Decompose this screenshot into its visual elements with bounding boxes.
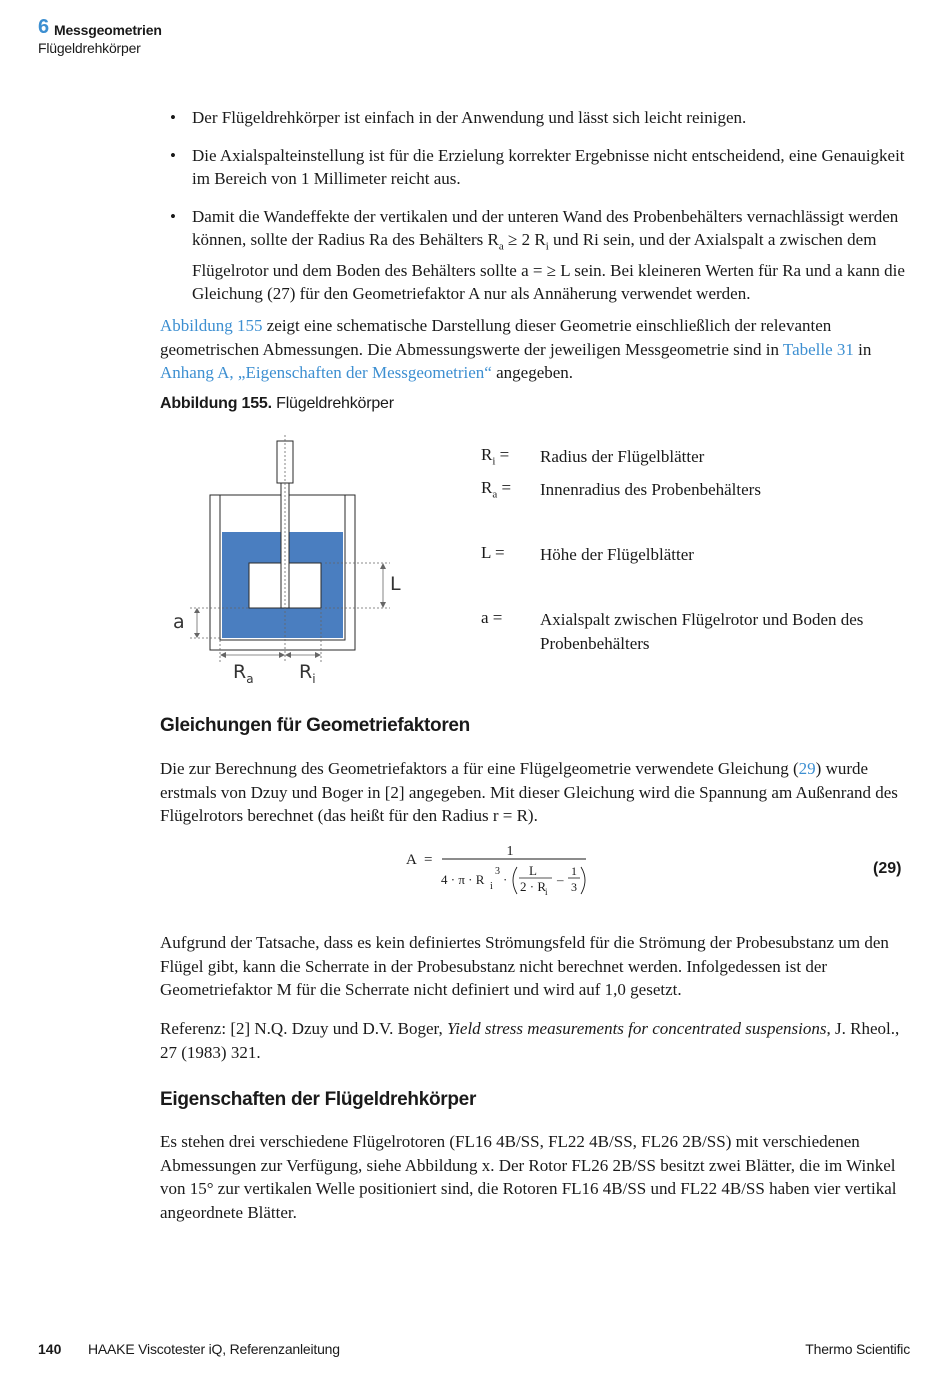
shear-rate-paragraph: Aufgrund der Tatsache, dass es kein definiertes Strömungsfeld für die Strömung der Probesubstanz um den Flügel gibt, kann die Scherrate in der Probesubstanz nicht berechnet werden. Infolgedessen ist der Geometriefaktor M für die Scherrate nicht definiert und wird auf 1,0 gesetzt.	[160, 933, 889, 999]
rotor-shaft	[281, 483, 289, 608]
label-sub: a	[246, 672, 254, 686]
legend-description: Höhe der Flügelblätter	[540, 545, 694, 564]
bullet-text: und Ri sein, und der Axialspalt a zwischen dem Flügelrotor und dem Boden des Behälters sollte a = ≥ L sein. Bei kleineren Werten für Ra und a kann die Gleichung (27) für den Geometriefaktor A nur als Annäherung verwendet werden.	[192, 230, 905, 304]
intro-paragraph	[160, 314, 912, 385]
eq-inner-den: 2 · R	[520, 879, 546, 894]
eq-equals: =	[424, 852, 433, 868]
eq-paren-left	[513, 867, 517, 894]
paragraph-text: Die zur Berechnung des Geometriefaktors a für eine Flügelgeometrie verwendete Gleichung (	[160, 759, 799, 778]
feature-bullets	[170, 106, 910, 320]
sym-eq: =	[497, 478, 512, 497]
section-heading: Eigenschaften der Flügeldrehkörper	[160, 1089, 477, 1110]
legend-symbol	[481, 608, 531, 628]
label-L: L	[390, 573, 401, 595]
reference-title: Yield stress measurements for concentrated suspensions	[447, 1019, 827, 1038]
vane-properties-paragraph: Es stehen drei verschiedene Flügelrotoren (FL16 4B/SS, FL22 4B/SS, FL26 2B/SS) mit verschiedenen Abmessungen zur Verfügung, siehe Abbildung x. Der Rotor FL26 2B/SS besitzt zwei Blätter, die im Winkel von 15° zur vertikalen Welle positioniert sind, die Rotoren FL16 4B/SS und FL22 4B/SS haben vier vertikal angeordnete Blätter.	[160, 1132, 897, 1222]
equation-29	[400, 840, 600, 900]
arrow-head	[194, 633, 200, 638]
sym-main: L	[481, 543, 491, 562]
eq-den-sup: 3	[495, 866, 500, 877]
label-R: R	[233, 661, 247, 683]
sym-main: R	[481, 445, 493, 464]
eq-third-num: 1	[571, 864, 577, 878]
sym-main: R	[481, 478, 493, 497]
eq-den-sub: i	[490, 881, 493, 892]
sym-sub: i	[492, 455, 496, 468]
arrow-head	[279, 652, 285, 658]
label-a: a	[173, 611, 185, 633]
eq-minus: –	[557, 872, 564, 887]
paragraph-text: , J. Rheol., 27 (1983) 321.	[160, 1019, 900, 1062]
eq-lhs: A	[406, 852, 417, 868]
label-sub: i	[312, 672, 316, 686]
section-subtitle: Flügeldrehkörper	[38, 40, 141, 56]
paragraph-text: Referenz: [2] N.Q. Dzuy und D.V. Boger,	[160, 1019, 447, 1038]
figure-caption	[160, 395, 394, 413]
legend-symbol	[481, 478, 531, 500]
footer-brand: Thermo Scientific	[805, 1341, 910, 1357]
sym-sub: a	[492, 488, 498, 501]
legend-description: Innenradius des Probenbehälters	[540, 480, 761, 499]
sym-eq: =	[490, 543, 505, 562]
page-number: 140	[38, 1341, 62, 1357]
paragraph-text: zeigt eine schematische Darstellung dieser Geometrie einschließlich der relevanten geometrischen Abmessungen. Die Abmessungswerte der jeweiligen Messgeometrie sind in	[160, 316, 832, 359]
caption-text: Flügeldrehkörper	[276, 395, 394, 412]
equation-number: (29)	[873, 860, 902, 877]
bullet-item	[170, 144, 910, 191]
label-Ri	[299, 661, 316, 686]
eq-inner-num: L	[529, 863, 537, 878]
equation-link[interactable]: 29	[798, 759, 816, 778]
paragraph-text: in	[853, 339, 872, 359]
legend-description: Radius der Flügelblätter	[540, 447, 705, 466]
sym-main: a	[481, 608, 489, 627]
eq-inner-den-sub: i	[545, 887, 548, 897]
legend-symbol	[481, 445, 531, 467]
reference-paragraph	[160, 1017, 912, 1064]
label-Ra	[233, 661, 254, 686]
bullet-item	[170, 205, 910, 306]
arrow-head	[380, 602, 386, 608]
subscript: i	[545, 240, 549, 253]
eq-den-prefix: 4 · π · R	[441, 872, 485, 887]
label-R: R	[299, 661, 313, 683]
section-heading: Gleichungen für Geometriefaktoren	[160, 715, 470, 736]
bullet-text: Der Flügeldrehkörper ist einfach in der Anwendung und lässt sich leicht reinigen.	[192, 108, 747, 127]
eq-numerator: 1	[506, 844, 514, 859]
eq-paren-right	[581, 867, 585, 894]
footer-doc-title: HAAKE Viscotester iQ, Referenzanleitung	[88, 1341, 340, 1357]
arrow-head	[285, 652, 291, 658]
legend-description: Axialspalt zwischen Flügelrotor und Boden des Probenbehälters	[540, 610, 864, 653]
sym-eq: =	[495, 445, 510, 464]
bullet-item	[170, 106, 910, 130]
arrow-head	[380, 563, 386, 569]
appendix-link[interactable]: Anhang A, „Eigenschaften der Messgeometrien“	[160, 363, 492, 382]
arrow-head	[315, 652, 321, 658]
chapter-title: Messgeometrien	[54, 22, 162, 38]
paragraph-text: ) wurde erstmals von Dzuy und Boger in [2] angegeben. Mit dieser Gleichung wird die Spannung am Außenrand des Flügelrotors berechnet (das heißt für den Radius r = R).	[160, 759, 898, 825]
figure-link[interactable]: Abbildung 155	[160, 316, 263, 335]
equation-intro-paragraph	[160, 757, 912, 828]
paragraph-text: angegeben.	[491, 363, 574, 382]
caption-label: Abbildung 155.	[160, 395, 272, 412]
bullet-text: Damit die Wandeffekte der vertikalen und der unteren Wand des Probenbehälters vernachlässigt werden können, sollte der Radius Ra des Behälters R	[192, 206, 899, 249]
subscript: a	[498, 240, 504, 253]
bullet-text: ≥ 2 R	[503, 230, 546, 249]
table-link[interactable]: Tabelle 31	[782, 339, 854, 359]
sym-eq: =	[488, 608, 503, 627]
vane-geometry-diagram	[165, 435, 415, 690]
arrow-head	[194, 608, 200, 613]
eq-den-dot: ·	[503, 872, 508, 887]
arrow-head	[220, 652, 226, 658]
chapter-number: 6	[38, 16, 50, 38]
bullet-text: Die Axialspalteinstellung ist für die Erzielung korrekter Ergebnisse nicht entscheidend, eine Genauigkeit im Bereich von 1 Millimeter reicht aus.	[192, 145, 905, 188]
legend-symbol	[481, 543, 531, 563]
eq-third-den: 3	[571, 880, 577, 894]
